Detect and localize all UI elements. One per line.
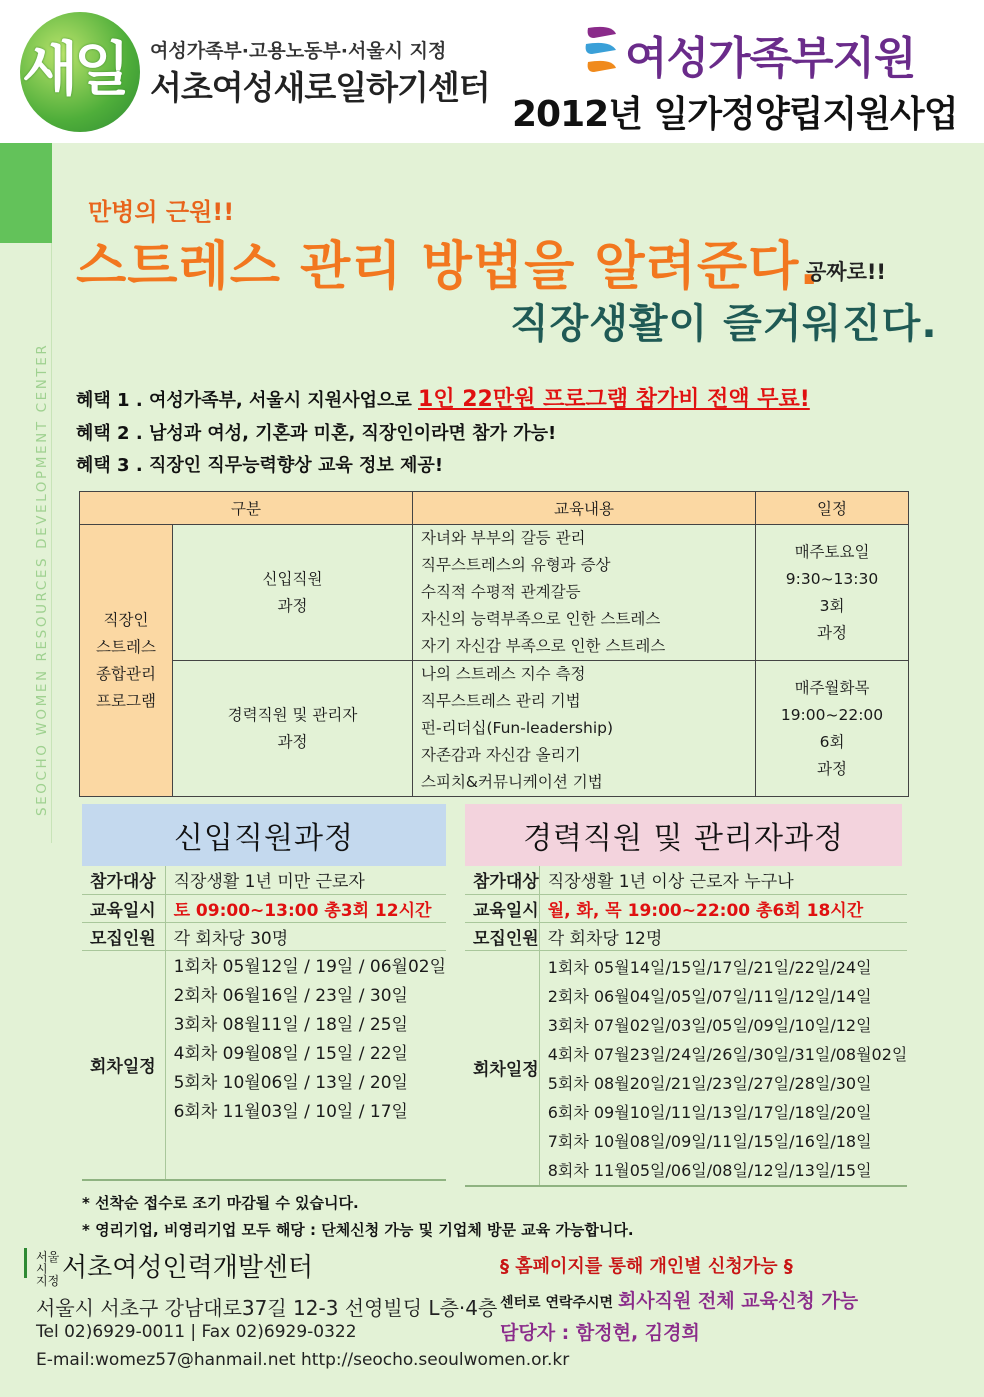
new-target: 직장생활 1년 미만 근로자 bbox=[165, 866, 446, 894]
schedule-row: 7회차 10월08일/09일/11일/15일/16일/18일 bbox=[547, 1131, 872, 1151]
career-target: 직장생활 1년 이상 근로자 누구나 bbox=[539, 866, 907, 894]
course-line: 신입직원 bbox=[262, 569, 323, 588]
schedule-career bbox=[756, 661, 909, 797]
footer-web: E-mail:womez57@hanmail.net http://seocho.seoulwomen.or.kr bbox=[36, 1350, 570, 1370]
apply-contact-prefix: 센터로 연락주시면 bbox=[500, 1295, 618, 1311]
category-line: 스트레스 bbox=[96, 637, 156, 656]
new-course-table bbox=[82, 866, 446, 1181]
content-item: 수직적 수평적 관계갈등 bbox=[421, 583, 581, 601]
side-divider bbox=[51, 243, 52, 843]
schedule-line: 과정 bbox=[817, 623, 847, 642]
org-name: 서초여성새로일하기센터 bbox=[150, 68, 490, 107]
project-title: 2012년 일가정양립지원사업 bbox=[512, 94, 958, 135]
org-designation: 여성가족부·고용노동부·서울시 지정 bbox=[150, 40, 447, 62]
content-item: 스피치&커뮤니케이션 기법 bbox=[421, 773, 603, 791]
new-target-label: 참가대상 bbox=[82, 866, 165, 894]
career-time-label: 교육일시 bbox=[465, 894, 539, 922]
slogan-line3: 직장생활이 즐거워진다. bbox=[510, 301, 938, 347]
content-item: 직무스트레스의 유형과 증상 bbox=[421, 556, 611, 574]
career-schedule bbox=[539, 950, 907, 1186]
note-2: * 영리기업, 비영리기업 모두 해당 : 단체신청 가능 및 기업체 방문 교육 가능합니다. bbox=[82, 1221, 634, 1239]
course-line: 과정 bbox=[277, 596, 308, 615]
footer-address: 서울시 서초구 강남대로37길 12-3 선영빌딩 L층·4층 bbox=[36, 1296, 498, 1320]
apply-homepage: § 홈페이지를 통해 개인별 신청가능 § bbox=[500, 1256, 793, 1277]
benefit-1-highlight: 1인 22만원 프로그램 참가비 전액 무료! bbox=[418, 387, 810, 412]
header-category: 구분 bbox=[80, 492, 413, 525]
apply-contact-bold: 회사직원 전체 교육신청 가능 bbox=[617, 1290, 859, 1312]
career-recruit: 각 회차당 12명 bbox=[539, 922, 907, 950]
schedule-row: 5회차 08월20일/21일/23일/27일/28일/30일 bbox=[547, 1073, 872, 1093]
content-item: 자녀와 부부의 갈등 관리 bbox=[421, 529, 586, 547]
career-course-title: 경력직원 및 관리자과정 bbox=[465, 804, 902, 866]
new-schedule-label: 회차일정 bbox=[82, 950, 165, 1180]
career-schedule-label: 회차일정 bbox=[465, 950, 539, 1186]
contents-career bbox=[413, 661, 756, 797]
benefit-1-text: 혜택 1 . 여성가족부, 서울시 지원사업으로 bbox=[76, 390, 419, 411]
new-time: 토 09:00~13:00 총3회 12시간 bbox=[165, 894, 446, 922]
benefit-3: 혜택 3 . 직장인 직무능력향상 교육 정보 제공! bbox=[76, 455, 444, 476]
side-org-english: SEOCHO WOMEN RESOURCES DEVELOPMENT CENTER bbox=[34, 342, 50, 816]
schedule-row: 6회차 09월10일/11일/13일/17일/18일/20일 bbox=[547, 1102, 872, 1122]
header-schedule: 일정 bbox=[756, 492, 909, 525]
schedule-line: 매주월화목 bbox=[794, 678, 870, 697]
footer-center-name bbox=[36, 1247, 313, 1287]
content-item: 자존감과 자신감 올리기 bbox=[421, 746, 581, 764]
career-time: 월, 화, 목 19:00~22:00 총6회 18시간 bbox=[539, 894, 907, 922]
category-line: 프로그램 bbox=[96, 691, 156, 710]
slogan-line1: 만병의 근원!! bbox=[88, 198, 235, 226]
green-accent-bar bbox=[0, 143, 52, 243]
category-line: 직장인 bbox=[103, 610, 149, 629]
footer-tel: Tel 02)6929-0011 | Fax 02)6929-0322 bbox=[36, 1322, 357, 1342]
slogan-free: 공짜로!! bbox=[806, 260, 887, 284]
schedule-row: 3회차 08월11일 / 18일 / 25일 bbox=[173, 1014, 408, 1035]
note-1: * 선착순 접수로 조기 마감될 수 있습니다. bbox=[82, 1194, 359, 1212]
course-line: 경력직원 및 관리자 bbox=[227, 705, 358, 724]
schedule-row: 4회차 09월08일 / 15일 / 22일 bbox=[173, 1043, 408, 1064]
apply-contact bbox=[500, 1286, 858, 1313]
new-course-title: 신입직원과정 bbox=[82, 804, 446, 866]
schedule-line: 9:30~13:30 bbox=[785, 569, 879, 588]
career-target-label: 참가대상 bbox=[465, 866, 539, 894]
schedule-line: 매주토요일 bbox=[794, 542, 870, 561]
schedule-row: 4회차 07월23일/24일/26일/30일/31일/08월02일 bbox=[547, 1044, 908, 1064]
content-item: 자기 자신감 부족으로 인한 스트레스 bbox=[421, 637, 666, 655]
schedule-line: 6회 bbox=[819, 732, 845, 751]
schedule-row: 1회차 05월14일/15일/17일/21일/22일/24일 bbox=[547, 957, 872, 977]
content-item: 나의 스트레스 지수 측정 bbox=[421, 665, 586, 683]
schedule-row: 8회차 11월05일/06일/08일/12일/13일/15일 bbox=[547, 1160, 872, 1180]
ministry-name: 여성가족부지원 bbox=[625, 33, 916, 84]
schedule-row: 5회차 10월06일 / 13일 / 20일 bbox=[173, 1072, 408, 1093]
schedule-line: 과정 bbox=[817, 759, 847, 778]
course-line: 과정 bbox=[277, 732, 308, 751]
career-course-table bbox=[465, 866, 907, 1187]
new-recruit-label: 모집인원 bbox=[82, 922, 165, 950]
center-name-text: 서초여성인력개발센터 bbox=[62, 1253, 314, 1283]
ministry-logo-icon bbox=[582, 24, 622, 78]
contents-new bbox=[413, 525, 756, 661]
program-category bbox=[80, 525, 173, 797]
logo-text: 새일 bbox=[22, 35, 127, 103]
schedule-row: 2회차 06월16일 / 23일 / 30일 bbox=[173, 985, 408, 1006]
schedule-row: 1회차 05월12일 / 19일 / 06월02일 bbox=[173, 956, 446, 977]
schedule-row: 6회차 11월03일 / 10일 / 17일 bbox=[173, 1101, 408, 1122]
program-table bbox=[79, 491, 909, 797]
career-recruit-label: 모집인원 bbox=[465, 922, 539, 950]
category-line: 종합관리 bbox=[96, 664, 156, 683]
contact-person: 담당자 : 함정현, 김경희 bbox=[500, 1322, 700, 1344]
course-new bbox=[173, 525, 413, 661]
schedule-row: 3회차 07월02일/03일/05일/09일/10일/12일 bbox=[547, 1015, 872, 1035]
header-contents: 교육내용 bbox=[413, 492, 756, 525]
footer-rule bbox=[24, 1248, 27, 1278]
schedule-new bbox=[756, 525, 909, 661]
new-schedule bbox=[165, 950, 446, 1180]
content-item: 펀-리더십(Fun-leadership) bbox=[421, 719, 614, 737]
slogan-main: 스트레스 관리 방법을 알려준다. bbox=[76, 237, 821, 297]
benefit-1 bbox=[76, 382, 810, 413]
content-item: 자신의 능력부족으로 인한 스트레스 bbox=[421, 610, 661, 628]
designation-label: 서울시 지정 bbox=[36, 1249, 60, 1288]
schedule-line: 19:00~22:00 bbox=[780, 705, 884, 724]
course-career bbox=[173, 661, 413, 797]
schedule-row: 2회차 06월04일/05일/07일/11일/12일/14일 bbox=[547, 986, 872, 1006]
schedule-line: 3회 bbox=[819, 596, 845, 615]
benefit-2: 혜택 2 . 남성과 여성, 기혼과 미혼, 직장인이라면 참가 가능! bbox=[76, 423, 557, 444]
header bbox=[0, 0, 984, 143]
new-time-label: 교육일시 bbox=[82, 894, 165, 922]
content-item: 직무스트레스 관리 기법 bbox=[421, 692, 581, 710]
new-recruit: 각 회차당 30명 bbox=[165, 922, 446, 950]
